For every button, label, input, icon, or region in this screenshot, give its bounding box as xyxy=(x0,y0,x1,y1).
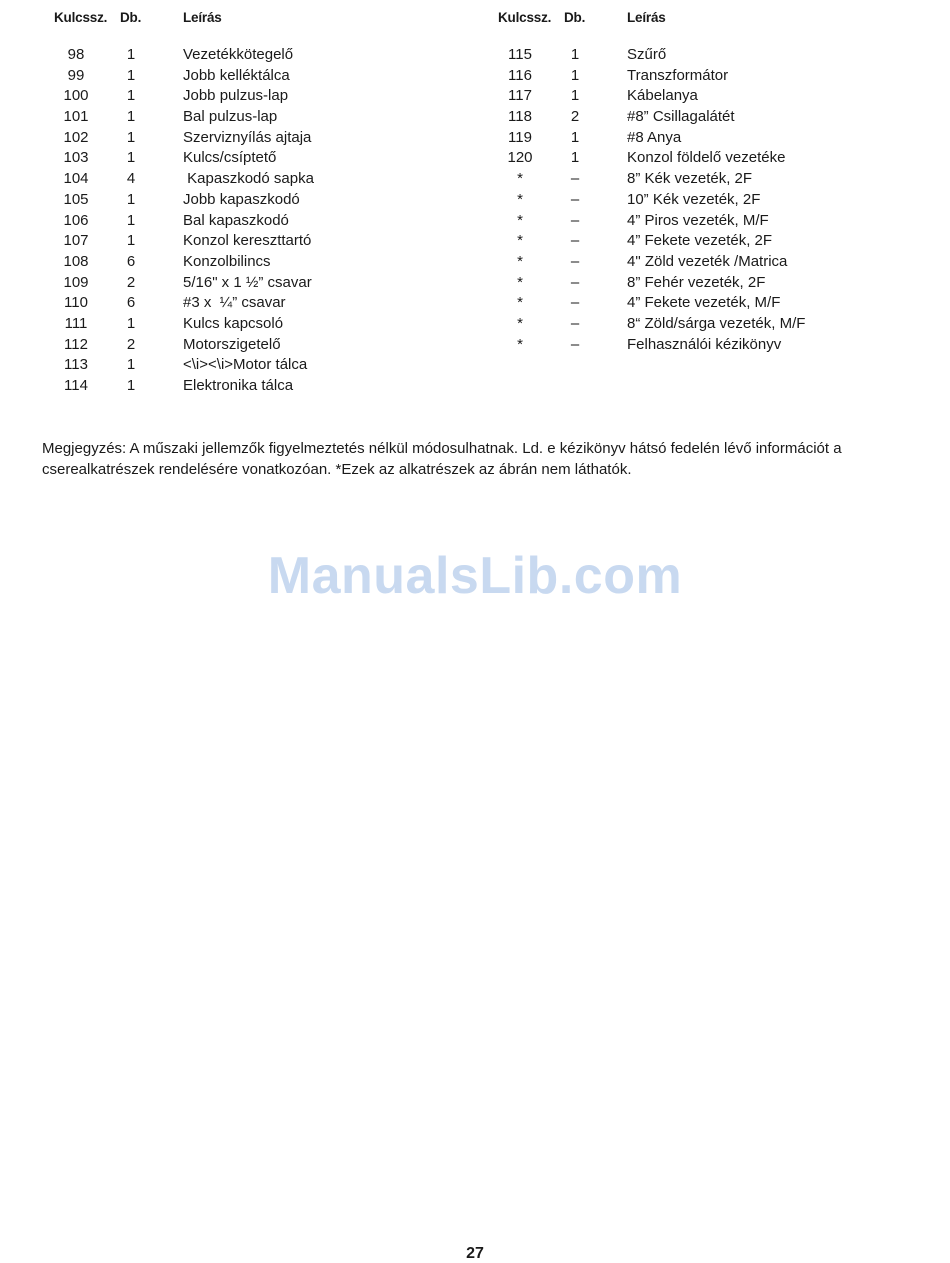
part-qty: 1 xyxy=(126,190,136,208)
part-qty: – xyxy=(570,294,580,312)
part-key: 112 xyxy=(64,335,88,353)
part-qty: 4 xyxy=(126,170,136,188)
part-qty: – xyxy=(570,252,580,270)
table-row xyxy=(484,169,904,190)
part-desc: Jobb kelléktálca xyxy=(183,66,290,84)
header-desc: Leírás xyxy=(183,10,222,25)
table-row xyxy=(484,273,904,294)
part-key: 102 xyxy=(63,128,89,146)
part-key: * xyxy=(517,335,523,353)
part-qty: 1 xyxy=(570,66,580,84)
part-qty: – xyxy=(570,170,580,188)
part-key: 120 xyxy=(507,149,533,167)
part-desc: Bal kapaszkodó xyxy=(183,211,289,229)
part-key: * xyxy=(517,294,523,312)
table-row xyxy=(40,376,460,397)
header-qty: Db. xyxy=(564,10,586,25)
table-row xyxy=(484,107,904,128)
part-key: 99 xyxy=(67,66,85,84)
table-header xyxy=(40,8,460,28)
part-desc: Szűrő xyxy=(627,46,667,63)
table-row xyxy=(40,252,460,273)
part-desc: Elektronika tálca xyxy=(183,377,294,394)
part-desc: 4” Fekete vezeték, 2F xyxy=(627,232,773,250)
part-qty: 1 xyxy=(126,356,136,374)
part-key: 115 xyxy=(508,46,532,63)
header-qty: Db. xyxy=(120,10,142,25)
table-row xyxy=(40,231,460,252)
part-qty: – xyxy=(570,211,580,229)
part-desc: Felhasználói kézikönyv xyxy=(627,335,782,353)
part-desc: Szerviznyílás ajtaja xyxy=(183,128,312,146)
part-key: 116 xyxy=(508,66,532,84)
table-row xyxy=(484,190,904,211)
footnote: Megjegyzés: A műszaki jellemzők figyelmeztetés nélkül módosulhatnak. Ld. e kézikönyv hátsó fedelén lévő információt a cserealkatrészek rendelésére vonatkozóan. *Ezek az alkatrészek az ábrán nem láthatók. xyxy=(42,440,842,478)
part-key: 114 xyxy=(64,377,88,394)
part-desc: 10” Kék vezeték, 2F xyxy=(627,190,761,208)
part-qty: 6 xyxy=(126,294,136,312)
part-key: * xyxy=(517,252,523,270)
table-row xyxy=(484,314,904,335)
table-row xyxy=(484,66,904,87)
part-key: * xyxy=(517,314,523,332)
part-key: * xyxy=(517,190,523,208)
watermark[interactable]: ManualsLib.com xyxy=(267,547,683,605)
table-row xyxy=(484,128,904,149)
part-qty: 1 xyxy=(126,232,136,250)
table-row xyxy=(40,211,460,232)
part-qty: 1 xyxy=(126,46,136,63)
part-desc: Konzolbilincs xyxy=(183,252,271,270)
header-key: Kulcssz. xyxy=(54,10,108,25)
table-row xyxy=(40,314,460,335)
table-row xyxy=(484,211,904,232)
part-desc: #8” Csillagalátét xyxy=(627,108,735,126)
part-key: 106 xyxy=(63,211,89,229)
table-row xyxy=(484,252,904,273)
table-row xyxy=(40,190,460,211)
part-key: * xyxy=(517,211,523,229)
table-row xyxy=(40,107,460,128)
table-row xyxy=(40,293,460,314)
part-key: 117 xyxy=(508,87,532,105)
table-row xyxy=(40,128,460,149)
table-row xyxy=(484,231,904,252)
part-key: * xyxy=(517,170,523,188)
table-row xyxy=(40,148,460,169)
part-desc: Motorszigetelő xyxy=(183,335,281,353)
part-qty: – xyxy=(570,190,580,208)
part-desc: <\i><\i>Motor tálca xyxy=(183,356,308,374)
table-row xyxy=(40,86,460,107)
part-key: 108 xyxy=(63,252,89,270)
part-qty: 1 xyxy=(126,66,136,84)
part-qty: 6 xyxy=(126,252,136,270)
part-key: 109 xyxy=(63,273,89,291)
part-key: 118 xyxy=(508,108,532,126)
table-row xyxy=(40,273,460,294)
table-row xyxy=(484,335,904,356)
part-key: 98 xyxy=(67,46,85,63)
part-qty: 2 xyxy=(126,335,136,353)
page-number: 27 xyxy=(466,1245,484,1262)
part-key: 111 xyxy=(64,314,88,332)
header-desc: Leírás xyxy=(627,10,666,25)
parts-table-left xyxy=(40,8,460,397)
part-qty: 1 xyxy=(126,149,136,167)
part-desc: Kulcs/csíptető xyxy=(183,149,277,167)
table-row xyxy=(40,45,460,66)
part-desc: Jobb pulzus-lap xyxy=(183,87,289,105)
table-row xyxy=(484,86,904,107)
part-desc: 8” Kék vezeték, 2F xyxy=(627,170,753,188)
part-qty: 2 xyxy=(570,108,580,126)
part-key: 100 xyxy=(63,87,89,105)
parts-table-right xyxy=(484,8,904,355)
part-qty: – xyxy=(570,273,580,291)
part-qty: 1 xyxy=(570,87,580,105)
part-key: * xyxy=(517,232,523,250)
part-desc: Bal pulzus-lap xyxy=(183,108,278,126)
part-key: 119 xyxy=(508,128,532,146)
part-qty: 2 xyxy=(126,273,136,291)
part-qty: 1 xyxy=(126,87,136,105)
part-desc: 5/16" x 1 ½” csavar xyxy=(183,273,312,291)
table-row xyxy=(484,45,904,66)
table-body xyxy=(484,45,904,355)
part-qty: 1 xyxy=(126,128,136,146)
part-desc: 4" Zöld vezeték /Matrica xyxy=(627,252,788,270)
part-qty: 1 xyxy=(570,46,580,63)
part-desc: Vezetékkötegelő xyxy=(183,46,294,63)
table-header xyxy=(484,8,904,28)
part-qty: 1 xyxy=(126,108,136,126)
part-qty: – xyxy=(570,232,580,250)
part-desc: Transzformátor xyxy=(627,66,729,84)
part-qty: 1 xyxy=(126,211,136,229)
table-row xyxy=(40,169,460,190)
part-desc: #3 x ¼” csavar xyxy=(183,294,286,312)
part-desc: 4” Piros vezeték, M/F xyxy=(627,211,769,229)
part-key: 101 xyxy=(63,108,89,126)
table-body xyxy=(40,45,460,397)
part-key: 104 xyxy=(63,170,89,188)
part-key: 110 xyxy=(64,294,88,312)
part-desc: Konzol földelő vezetéke xyxy=(627,149,786,167)
part-qty: 1 xyxy=(126,377,136,394)
part-desc: #8 Anya xyxy=(627,128,682,146)
table-row xyxy=(484,148,904,169)
part-qty: 1 xyxy=(570,128,580,146)
part-desc: Kapaszkodó sapka xyxy=(183,170,314,188)
part-qty: 1 xyxy=(570,149,580,167)
table-row xyxy=(40,355,460,376)
part-qty: – xyxy=(570,314,580,332)
part-key: 103 xyxy=(63,149,89,167)
part-desc: Konzol kereszttartó xyxy=(183,232,312,250)
part-key: 105 xyxy=(63,190,89,208)
header-key: Kulcssz. xyxy=(498,10,552,25)
part-key: 107 xyxy=(63,232,89,250)
part-qty: 1 xyxy=(126,314,136,332)
part-qty: – xyxy=(570,335,580,353)
part-desc: 8” Fehér vezeték, 2F xyxy=(627,273,766,291)
part-desc: 4” Fekete vezeték, M/F xyxy=(627,294,781,312)
part-desc: 8“ Zöld/sárga vezeték, M/F xyxy=(627,314,806,332)
table-row xyxy=(484,293,904,314)
part-desc: Jobb kapaszkodó xyxy=(183,190,300,208)
part-desc: Kábelanya xyxy=(627,87,698,105)
part-desc: Kulcs kapcsoló xyxy=(183,314,284,332)
table-row xyxy=(40,335,460,356)
part-key: * xyxy=(517,273,523,291)
part-key: 113 xyxy=(64,356,88,374)
table-row xyxy=(40,66,460,87)
